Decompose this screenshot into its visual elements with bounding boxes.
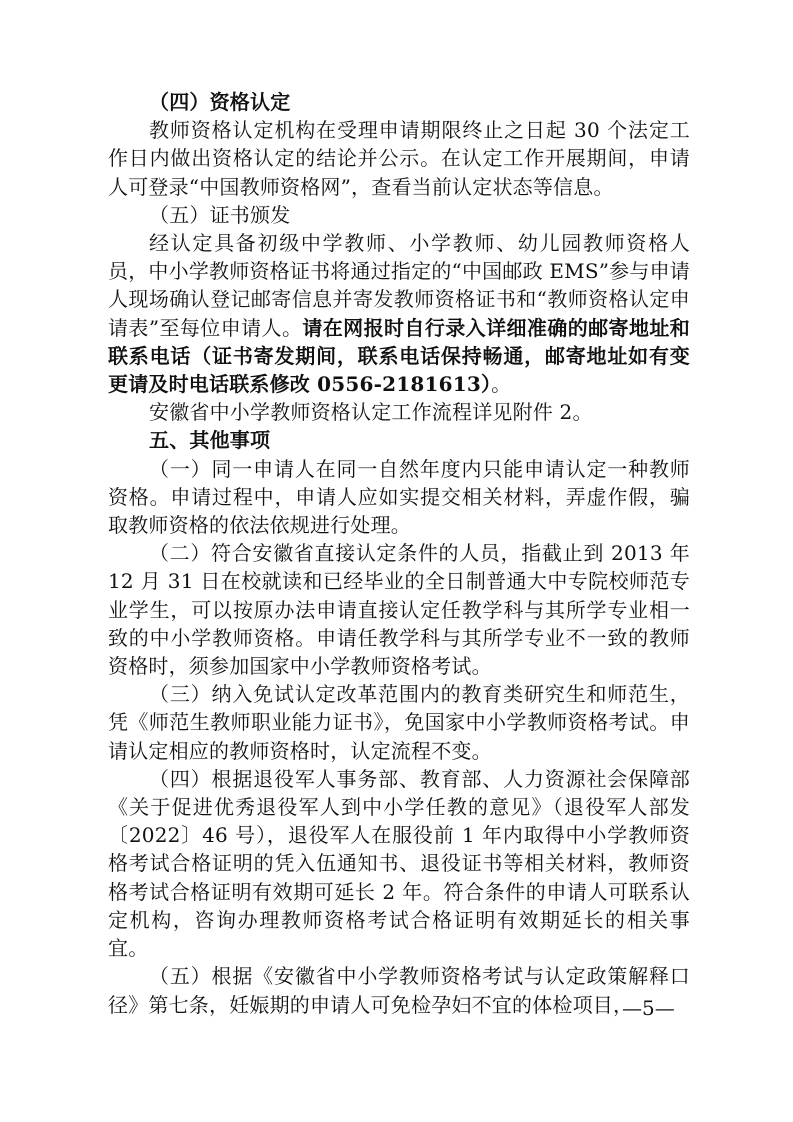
- section-5-heading: （五）证书颁发: [149, 202, 291, 227]
- section-5-bold-notice: 请在网报时自行录入详细准确的邮寄地址和联系电话（证书寄发期间，联系电话保持畅通，邮寄地址如有变更请及时电话联系修改 0556-2181613）: [108, 315, 690, 397]
- section-5-paragraph: [108, 229, 690, 398]
- document-body: [108, 88, 690, 1019]
- section-5-workflow-note: 安徽省中小学教师资格认定工作流程详见附件 2。: [149, 400, 593, 425]
- page-number: —5—: [622, 996, 675, 1020]
- section-4-heading: （四）资格认定: [149, 90, 291, 114]
- other-matters-item-1: （一）同一申请人在同一自然年度内只能申请认定一种教师资格。申请过程中，申请人应如实提交相关材料，弄虚作假，骗取教师资格的依法依规进行处理。: [108, 456, 690, 538]
- section-5-text: 经认定具备初级中学教师、小学教师、幼儿园教师资格人员，中小学教师资格证书将通过指定的“中国邮政 EMS”参与申请人现场确认登记邮寄信息并寄发教师资格证书和“教师资格认定申请表”至每位申请人。: [108, 231, 690, 340]
- other-matters-item-5: （五）根据《安徽省中小学教师资格考试与认定政策解释口径》第七条，妊娠期的申请人可免检孕妇不宜的体检项目，: [108, 964, 690, 1017]
- section-4-paragraph: 教师资格认定机构在受理申请期限终止之日起 30 个法定工作日内做出资格认定的结论并公示。在认定工作开展期间，申请人可登录“中国教师资格网”，查看当前认定状态等信息。: [108, 118, 690, 199]
- other-matters-item-4: （四）根据退役军人事务部、教育部、人力资源社会保障部《关于促进优秀退役军人到中小学任教的意见》（退役军人部发〔2022〕46 号），退役军人在服役前 1 年内取得中小学教师资格考试合格证明的凭入伍通知书、退役证书等相关材料，教师资格考试合格证明有效期可延长 2 年。符合条件的申请人可联系认定机构，咨询办理教师资格考试合格证明有效期延长的相关事宜。: [108, 766, 690, 961]
- section-5-end: 。: [491, 372, 512, 397]
- other-matters-item-3: （三）纳入免试认定改革范围内的教育类研究生和师范生，凭《师范生教师职业能力证书》，免国家中小学教师资格考试。申请认定相应的教师资格时，认定流程不变。: [108, 682, 690, 763]
- other-matters-item-2: （二）符合安徽省直接认定条件的人员，指截止到 2013 年 12 月 31 日在校就读和已经毕业的全日制普通大中专院校师范专业学生，可以按原办法申请直接认定任教学科与其所学专业相一致的中小学教师资格。申请任教学科与其所学专业不一致的教师资格时，须参加国家中小学教师资格考试。: [108, 541, 690, 679]
- other-matters-heading: 五、其他事项: [149, 428, 271, 453]
